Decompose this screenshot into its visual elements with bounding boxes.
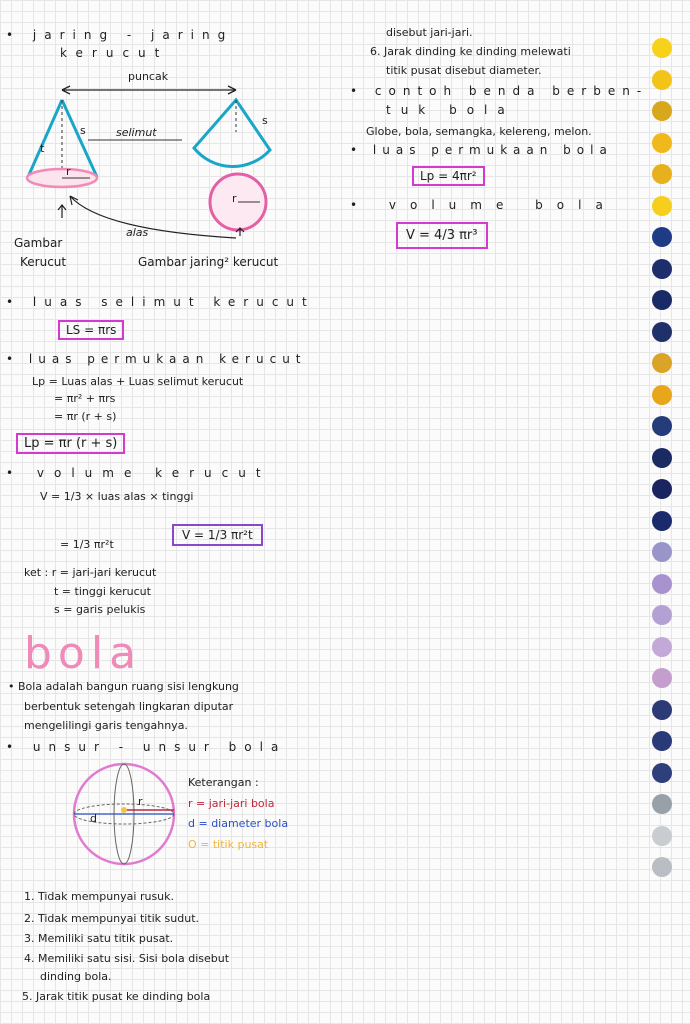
heading-contoh-2: tuk bola (386, 103, 515, 117)
keterangan-r: r = jari-jari bola (188, 797, 275, 810)
def-line3: mengelilingi garis tengahnya. (24, 719, 188, 732)
keterangan-d: d = diameter bola (188, 817, 289, 830)
keterangan: Keterangan : (188, 776, 259, 789)
formula-lp-kerucut: Lp = πr (r + s) (16, 433, 125, 454)
right-line1: disebut jari-jari. (386, 26, 473, 39)
prop-1: 1. Tidak mempunyai rusuk. (24, 890, 175, 903)
color-dot (652, 511, 672, 531)
formula-vol-bola: V = 4/3 πr³ (396, 222, 488, 249)
label-gambar: Gambar (14, 236, 63, 250)
color-dot (652, 763, 672, 783)
color-dot (652, 826, 672, 846)
right-line3: titik pusat disebut diameter. (386, 64, 542, 77)
color-dot (652, 448, 672, 468)
ket-line3: s = garis pelukis (54, 603, 146, 616)
label-alas: alas (126, 226, 149, 239)
ket-line2: t = tinggi kerucut (54, 585, 151, 598)
def-line1: • Bola adalah bangun ruang sisi lengkung (8, 680, 239, 693)
ket-line1: ket : r = jari-jari kerucut (24, 566, 157, 579)
color-dot (652, 227, 672, 247)
color-dot (652, 196, 672, 216)
lp-line2: = πr² + πrs (54, 392, 116, 405)
color-dot (652, 416, 672, 436)
label-t: t (40, 142, 45, 155)
heading-unsur: • unsur - unsur bola (6, 740, 287, 754)
vol-line2: = 1/3 πr²t (60, 538, 114, 551)
color-dot (652, 133, 672, 153)
heading-luas-selimut: • luas selimut kerucut (6, 295, 315, 309)
sphere-label-r: r (138, 795, 143, 808)
heading-lp-bola: • luas permukaan bola (350, 143, 613, 157)
label-selimut: selimut (116, 126, 157, 139)
color-dot (652, 574, 672, 594)
bola-title: bola (24, 628, 143, 679)
color-dot (652, 605, 672, 625)
contoh-text: Globe, bola, semangka, kelereng, melon. (366, 125, 592, 138)
color-dot (652, 857, 672, 877)
sphere-diagram (68, 760, 186, 870)
heading-volume-kerucut: • volume kerucut (6, 466, 271, 480)
heading-contoh: • contoh benda berben- (350, 84, 649, 98)
label-s1: s (80, 124, 86, 137)
label-puncak: puncak (128, 70, 169, 83)
color-dot (652, 637, 672, 657)
formula-ls: LS = πrs (58, 320, 124, 340)
color-dot (652, 668, 672, 688)
lp-line3: = πr (r + s) (54, 410, 117, 423)
color-dot (652, 322, 672, 342)
prop-5: 5. Jarak titik pusat ke dinding bola (22, 990, 211, 1003)
color-dot (652, 479, 672, 499)
cone-net-diagram (0, 60, 340, 240)
prop-4: 4. Memiliki satu sisi. Sisi bola disebut (24, 952, 230, 965)
sphere-label-d: d (90, 812, 97, 825)
heading-vol-bola: • volume bola (350, 198, 617, 212)
formula-vol-kerucut: V = 1/3 πr²t (172, 524, 263, 546)
vol-line1: V = 1/3 × luas alas × tinggi (40, 490, 194, 503)
color-dot (652, 385, 672, 405)
prop-2: 2. Tidak mempunyai titik sudut. (24, 912, 200, 925)
color-dots-column (652, 38, 678, 889)
color-dot (652, 731, 672, 751)
prop-3: 3. Memiliki satu titik pusat. (24, 932, 174, 945)
color-dot (652, 290, 672, 310)
title-jaring: • jaring - jaring (6, 28, 234, 42)
label-r2: r (232, 192, 237, 205)
label-s2: s (262, 114, 268, 127)
color-dot (652, 101, 672, 121)
right-line2: 6. Jarak dinding ke dinding melewati (370, 45, 571, 58)
color-dot (652, 164, 672, 184)
lp-line1: Lp = Luas alas + Luas selimut kerucut (32, 375, 244, 388)
label-r1: r (66, 165, 71, 178)
label-jaring: Gambar jaring² kerucut (138, 255, 279, 269)
heading-luas-permukaan-kerucut: • luas permukaan kerucut (6, 352, 307, 366)
color-dot (652, 38, 672, 58)
title-kerucut: kerucut (60, 46, 169, 60)
color-dot (652, 259, 672, 279)
formula-lp-bola: Lp = 4πr² (412, 166, 485, 186)
color-dot (652, 542, 672, 562)
color-dot (652, 353, 672, 373)
keterangan-o: O = titik pusat (188, 838, 269, 851)
color-dot (652, 700, 672, 720)
color-dot (652, 70, 672, 90)
label-kerucut: Kerucut (20, 255, 67, 269)
prop-4b: dinding bola. (40, 970, 112, 983)
def-line2: berbentuk setengah lingkaran diputar (24, 700, 234, 713)
color-dot (652, 794, 672, 814)
